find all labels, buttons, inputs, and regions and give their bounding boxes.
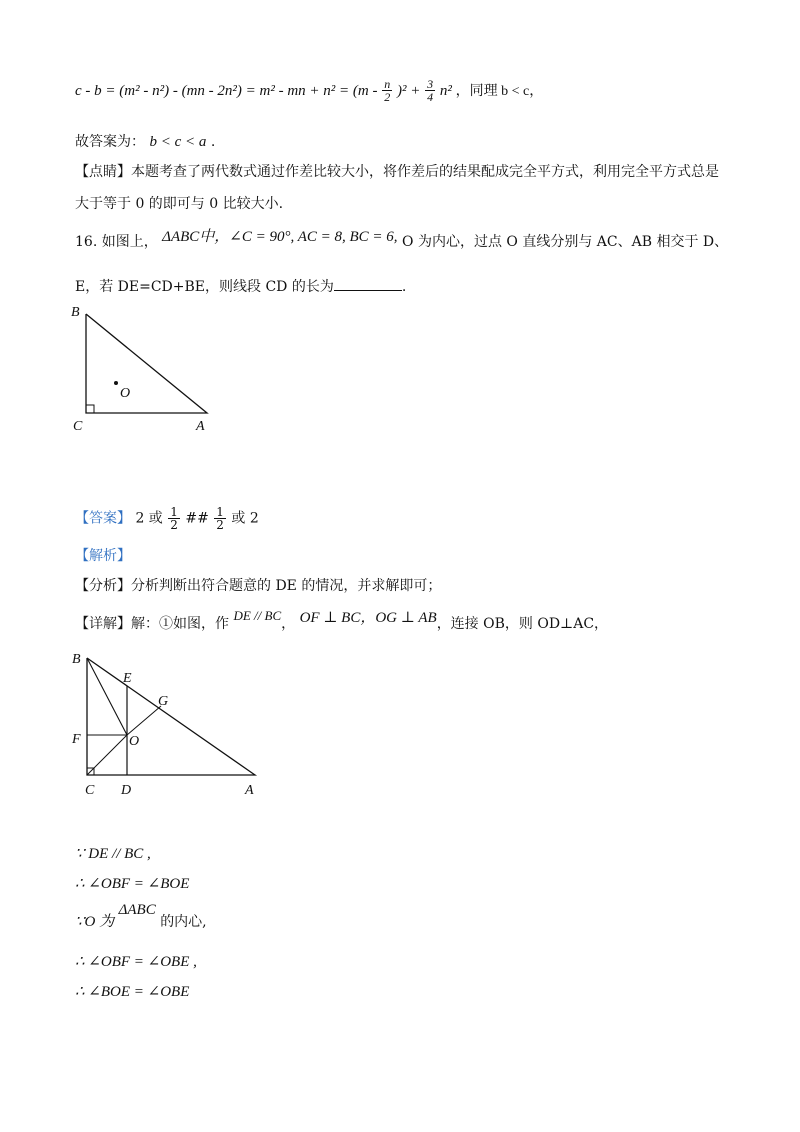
previous-answer-label: 故答案为： (75, 134, 145, 150)
label-f: F (72, 732, 81, 747)
question-number: 16. 如图上， (75, 234, 158, 250)
answer-blank (334, 276, 402, 291)
answer-label: 【答案】 (75, 510, 131, 527)
answer-line: 【答案】 2 或 $\frac{1}{2}$ ## $\frac{1}{2}$ 或 2 (75, 505, 259, 532)
step-5: ∴ ∠BOE = ∠OBE (75, 984, 190, 1000)
formula-lhs: c - b = (m² - n²) - (mn - 2n²) = m² - mn + n² = (m - (75, 83, 378, 99)
figure-1-triangle (65, 302, 225, 432)
question-16-line-2: E，若 DE=CD+BE，则线段 CD 的长为 . (75, 276, 406, 297)
fenxi-line: 【分析】分析判断出符合题意的 DE 的情况，并求解即可； (75, 578, 442, 594)
label-c-2: C (85, 783, 95, 798)
xiangjie-line: 【详解】解：①如图，作 DE // BC， OF ⊥ BC，OG ⊥ AB，连接 OB，则 OD⊥AC， (75, 608, 609, 632)
fraction-n-over-2: $\frac{n}{2}$ (384, 77, 391, 104)
comment-line-1: 【点睛】本题考查了两代数式通过作差比较大小，将作差后的结果配成完全平方式，利用完全平方式总是 (75, 164, 719, 180)
label-c: C (73, 419, 83, 432)
comment-line-2: 大于等于 0 的即可与 0 比较大小. (75, 196, 284, 212)
previous-answer-end: . (210, 134, 216, 150)
answer-fraction-1: $\frac{1}{2}$ (170, 505, 178, 532)
label-o-2: O (129, 734, 140, 749)
step-3: ∵O 为 ΔABC 的内心, (75, 902, 207, 930)
label-b: B (71, 305, 80, 320)
answer-fraction-2: $\frac{1}{2}$ (216, 505, 224, 532)
segment-ob (87, 658, 127, 735)
right-angle-mark (86, 405, 94, 413)
label-a: A (196, 419, 205, 432)
comment-label: 【点睛】 (75, 164, 131, 180)
formula-suffix: ，同理 b < c， (455, 84, 544, 99)
xiangjie-label: 【详解】 (75, 616, 131, 632)
triangle-abc-2 (87, 658, 255, 775)
segment-og (127, 706, 161, 735)
label-g: G (158, 694, 169, 709)
analysis-label: 【解析】 (75, 548, 131, 564)
segment-oc (87, 735, 127, 775)
triangle-abc (86, 314, 207, 413)
previous-answer-value: b < c < a (149, 134, 207, 150)
top-formula (75, 78, 543, 103)
label-o: O (120, 386, 131, 401)
fraction-3-over-4: $\frac{3}{4}$ (427, 77, 434, 104)
label-d: D (121, 783, 132, 798)
label-e: E (123, 671, 132, 686)
formula-tail: n² (439, 83, 452, 99)
label-a-2: A (245, 783, 254, 798)
step-1: ∵ DE // BC , (75, 846, 151, 862)
step-2: ∴ ∠OBF = ∠BOE (75, 876, 190, 892)
step-4: ∴ ∠OBF = ∠OBE , (75, 954, 197, 970)
fenxi-label: 【分析】 (75, 578, 131, 594)
formula-mid: )² + (397, 83, 421, 99)
figure-2-construction (65, 650, 265, 800)
previous-answer (75, 132, 215, 152)
label-b-2: B (72, 652, 81, 667)
question-text: O 为内心，过点 O 直线分别与 AC、AB 相交于 D、 (402, 234, 729, 250)
question-16-line-1 (75, 229, 729, 252)
question-conditions: ΔABC中，∠C = 90°, AC = 8, BC = 6, (162, 229, 398, 245)
incenter-dot (114, 381, 118, 385)
